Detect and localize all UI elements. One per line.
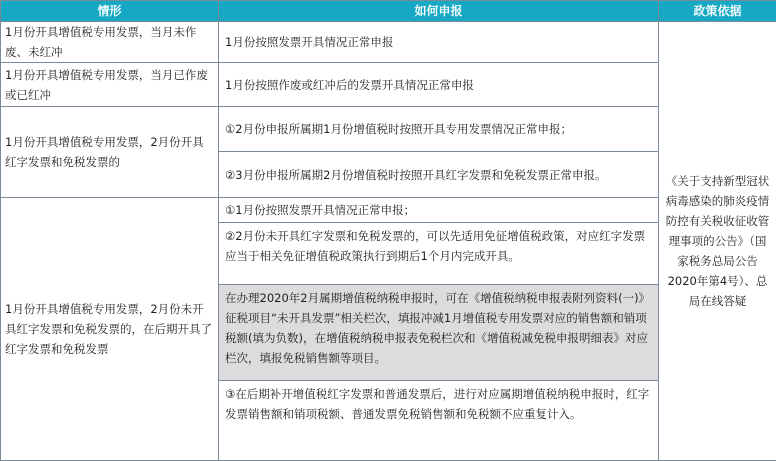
how-cell xyxy=(219,107,659,198)
how-cell xyxy=(219,198,659,461)
situation-cell: 1月份开具增值税专用发票，2月份未开具红字发票和免税发票的，在后期开具了红字发票和免税发票 xyxy=(1,198,219,461)
how-item: ②3月份申报所属期2月份增值税时按照开具红字发票和免税发票正常申报。 xyxy=(219,151,658,197)
situation-cell: 1月份开具增值税专用发票，当月已作废或已红冲 xyxy=(1,63,219,107)
policy-basis-cell: 《关于支持新型冠状病毒感染的肺炎疫情防控有关税收征收管理事项的公告》（国家税务总局公告2020年第4号）、总局在线答疑 xyxy=(659,22,776,461)
how-item: ①1月份按照发票开具情况正常申报； xyxy=(219,198,658,222)
header-situation: 情形 xyxy=(1,1,219,22)
table-row xyxy=(1,22,776,63)
how-item: ①2月份申报所属期1月份增值税时按照开具专用发票情况正常申报； xyxy=(219,107,658,151)
situation-cell: 1月份开具增值税专用发票，2月份开具红字发票和免税发票的 xyxy=(1,107,219,198)
header-policy-basis: 政策依据 xyxy=(659,1,776,22)
how-item: 在办理2020年2月属期增值税纳税申报时，可在《增值税纳税申报表附列资料(一)》征税项目“未开具发票”相关栏次，填报冲减1月增值税专用发票对应的销售额和销项税额(填为负数)，在增值税纳税申报表免税栏次和《增值税减免税申报明细表》对应栏次，填报免税销售额等项目。 xyxy=(219,284,658,380)
how-item: ③在后期补开增值税红字发票和普通发票后，进行对应属期增值税纳税申报时，红字发票销售额和销项税额、普通发票免税销售额和免税额不应重复计入。 xyxy=(219,380,658,460)
situation-cell: 1月份开具增值税专用发票，当月未作废、未红冲 xyxy=(1,22,219,63)
header-row xyxy=(1,1,776,22)
header-how-to-declare: 如何申报 xyxy=(219,1,659,22)
how-cell: 1月份按照作废或红冲后的发票开具情况正常申报 xyxy=(219,63,659,107)
how-item: ②2月份未开具红字发票和免税发票的，可以先适用免征增值税政策，对应红字发票应当于相关免征增值税政策执行到期后1个月内完成开具。 xyxy=(219,222,658,284)
how-cell: 1月份按照发票开具情况正常申报 xyxy=(219,22,659,63)
